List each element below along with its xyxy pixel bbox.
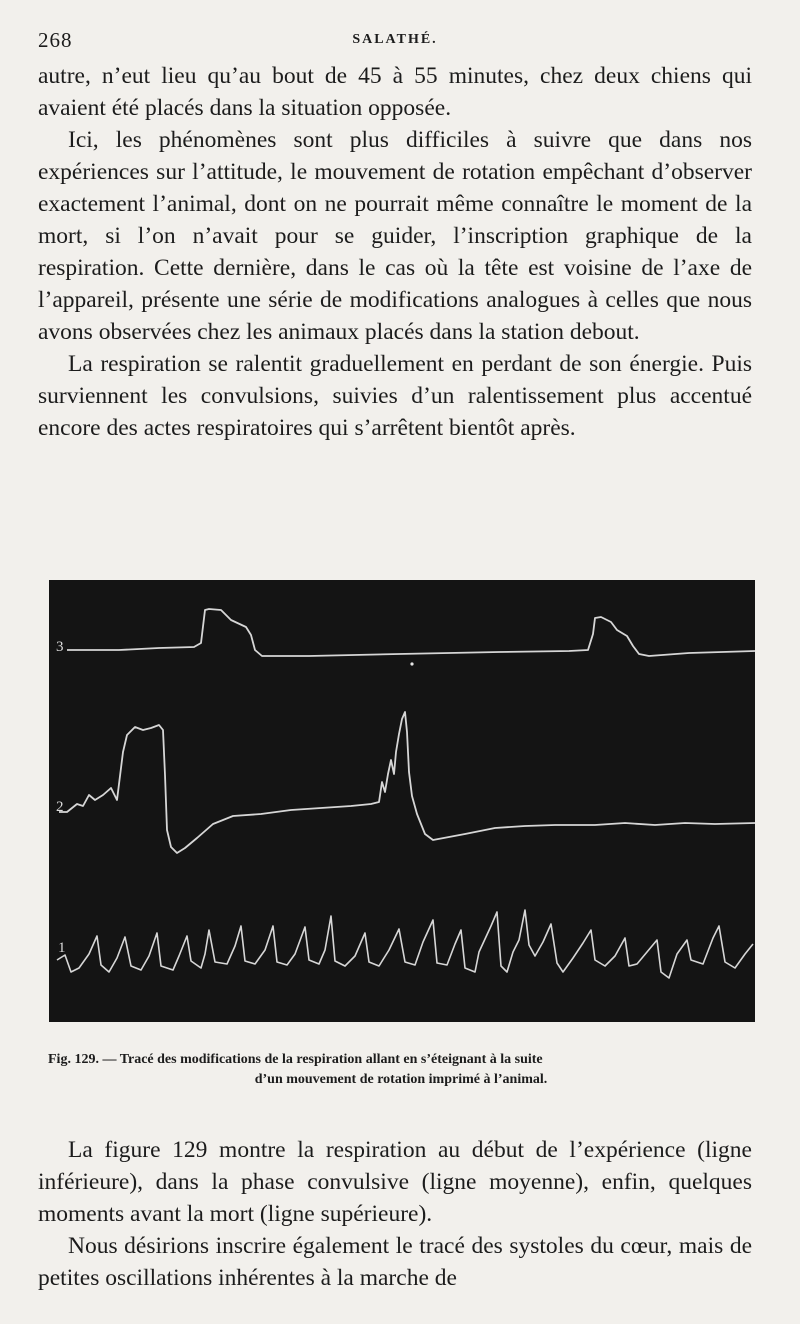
body-text-top <box>38 60 752 444</box>
trace-1-label: 1 <box>58 940 66 956</box>
respiration-tracing-figure <box>49 580 755 1022</box>
trace-3-label: 3 <box>56 639 64 655</box>
paragraph: La respiration se ralentit graduellement en perdant de son énergie. Puis surviennent les convulsions, suivies d’un ralentissement plus accentué encore des actes respiratoires qui s’arrêtent bientôt après. <box>38 351 752 441</box>
paragraph: La figure 129 montre la respiration au début de l’expérience (ligne inférieure), dans la phase convulsive (ligne moyenne), enfin, quelques moments avant la mort (ligne supérieure). <box>38 1137 752 1227</box>
body-text-bottom <box>38 1134 752 1294</box>
plate-background <box>49 580 755 1022</box>
page-header <box>38 28 752 54</box>
trace-2-label: 2 <box>56 799 64 815</box>
running-title: SALATHÉ. <box>352 32 438 47</box>
page-number: 268 <box>38 28 73 52</box>
tracing-plate <box>49 580 755 1022</box>
paragraph: Ici, les phénomènes sont plus difficiles à suivre que dans nos expériences sur l’attitude, le mouvement de rotation empêchant d’observer exactement l’animal, dont on ne pourrait même connaître le moment de la mort, si l’on n’avait pour se guider, l’inscription graphique de la respiration. Cette dernière, dans le cas où la tête est voisine de l’axe de l’appareil, présente une série de modifications analogues à celles que nous avons observées chez les animaux placés dans la station debout. <box>38 127 752 345</box>
caption-line: d’un mouvement de rotation imprimé à l’animal. <box>254 1072 548 1087</box>
figure-caption <box>48 1050 754 1090</box>
caption-line: Fig. 129. — Tracé des modifications de la respiration allant en s’éteignant à la suite <box>48 1052 543 1067</box>
plate-speck <box>410 662 413 665</box>
paragraph: autre, n’eut lieu qu’au bout de 45 à 55 minutes, chez deux chiens qui avaient été placés dans la situation opposée. <box>38 63 752 121</box>
paragraph: Nous désirions inscrire également le tracé des systoles du cœur, mais de petites oscillations inhérentes à la marche de <box>38 1233 752 1291</box>
